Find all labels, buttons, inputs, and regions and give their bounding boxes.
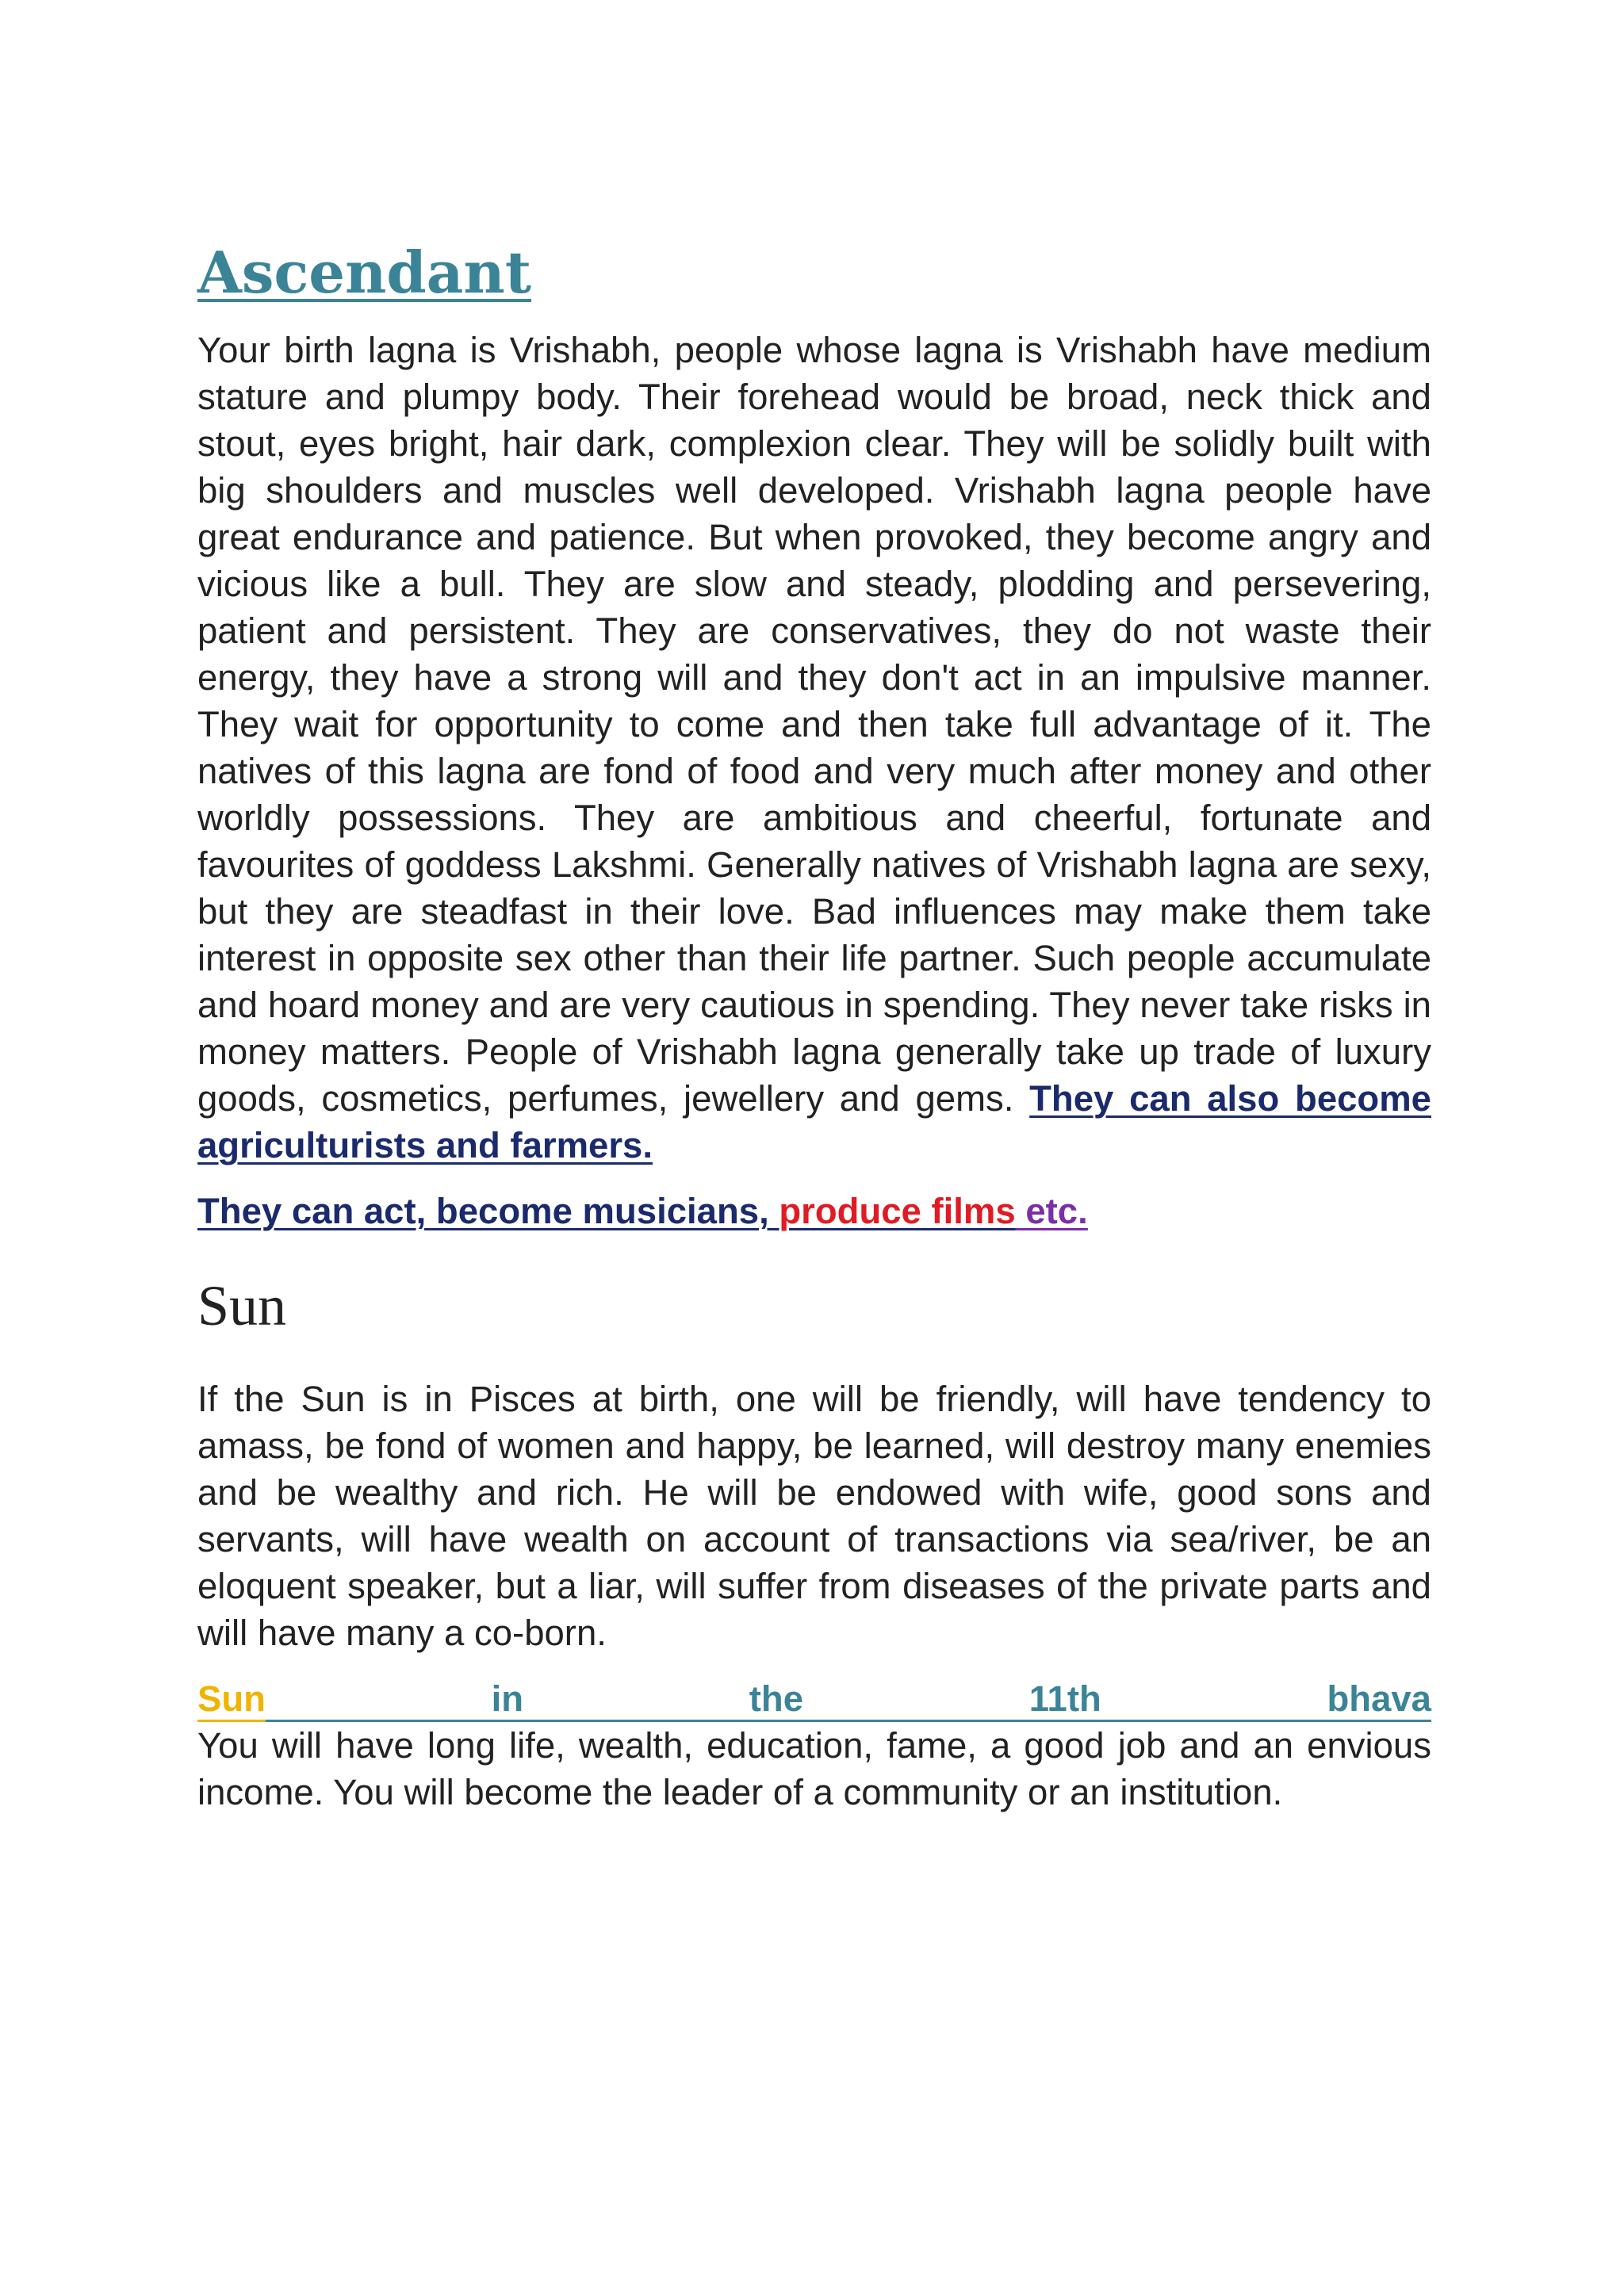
sun-house-paragraph: You will have long life, wealth, education, fame, a good job and an envious income. You will become the leader of a community or an institution. (197, 1725, 1431, 1812)
careers-text-films: produce films (768, 1191, 1016, 1231)
house-word-11th: 11th (1028, 1678, 1101, 1719)
sun-paragraph: If the Sun is in Pisces at birth, one will be friendly, will have tendency to amass, be fond of women and happy, be learned, will destroy many enemies and be wealthy and rich. He will be endowed with wife, good sons and servants, will have wealth on account of transactions via sea/river, be an eloquent speaker, but a liar, will suffer from diseases of the private parts and will have many a co-born. (197, 1379, 1431, 1653)
careers-text-etc: etc. (1015, 1191, 1088, 1231)
ascendant-paragraph (197, 327, 1431, 1169)
house-word-the: the (749, 1678, 804, 1719)
ascendant-heading: Ascendant (197, 239, 531, 306)
sun-heading: Sun (197, 1274, 287, 1337)
careers-text-musicians: They can act, become musicians, (197, 1191, 769, 1231)
house-word-bhava: bhava (1327, 1678, 1431, 1719)
house-word-in: in (491, 1678, 524, 1719)
house-word-sun: Sun (197, 1675, 266, 1720)
agriculturists-link[interactable]: They can also become agriculturists and farmers. (197, 1078, 1431, 1165)
sun-house-title (197, 1675, 1431, 1722)
document-page (197, 235, 1431, 1816)
careers-line (197, 1188, 1431, 1234)
ascendant-body: Your birth lagna is Vrishabh, people whose lagna is Vrishabh have medium stature and plumpy body. Their forehead would be broad, neck thick and stout, eyes bright, hair dark, complexion clear. They will be solidly built with big shoulders and muscles well developed. Vrishabh lagna people have great endurance and patience. But when provoked, they become angry and vicious like a bull. They are slow and steady, plodding and persevering, patient and persistent. They are conservatives, they do not waste their energy, they have a strong will and they don't act in an impulsive manner. They wait for opportunity to come and then take full advantage of it. The natives of this lagna are fond of food and very much after money and other worldly possessions. They are ambitious and cheerful, fortunate and favourites of goddess Lakshmi. Generally natives of Vrishabh lagna are sexy, but they are steadfast in their love. Bad influences may make them take interest in opposite sex other than their life partner. Such people accumulate and hoard money and are very cautious in spending. They never take risks in money matters. People of Vrishabh lagna generally take up trade of luxury goods, cosmetics, perfumes, jewellery and gems. (197, 330, 1431, 1119)
